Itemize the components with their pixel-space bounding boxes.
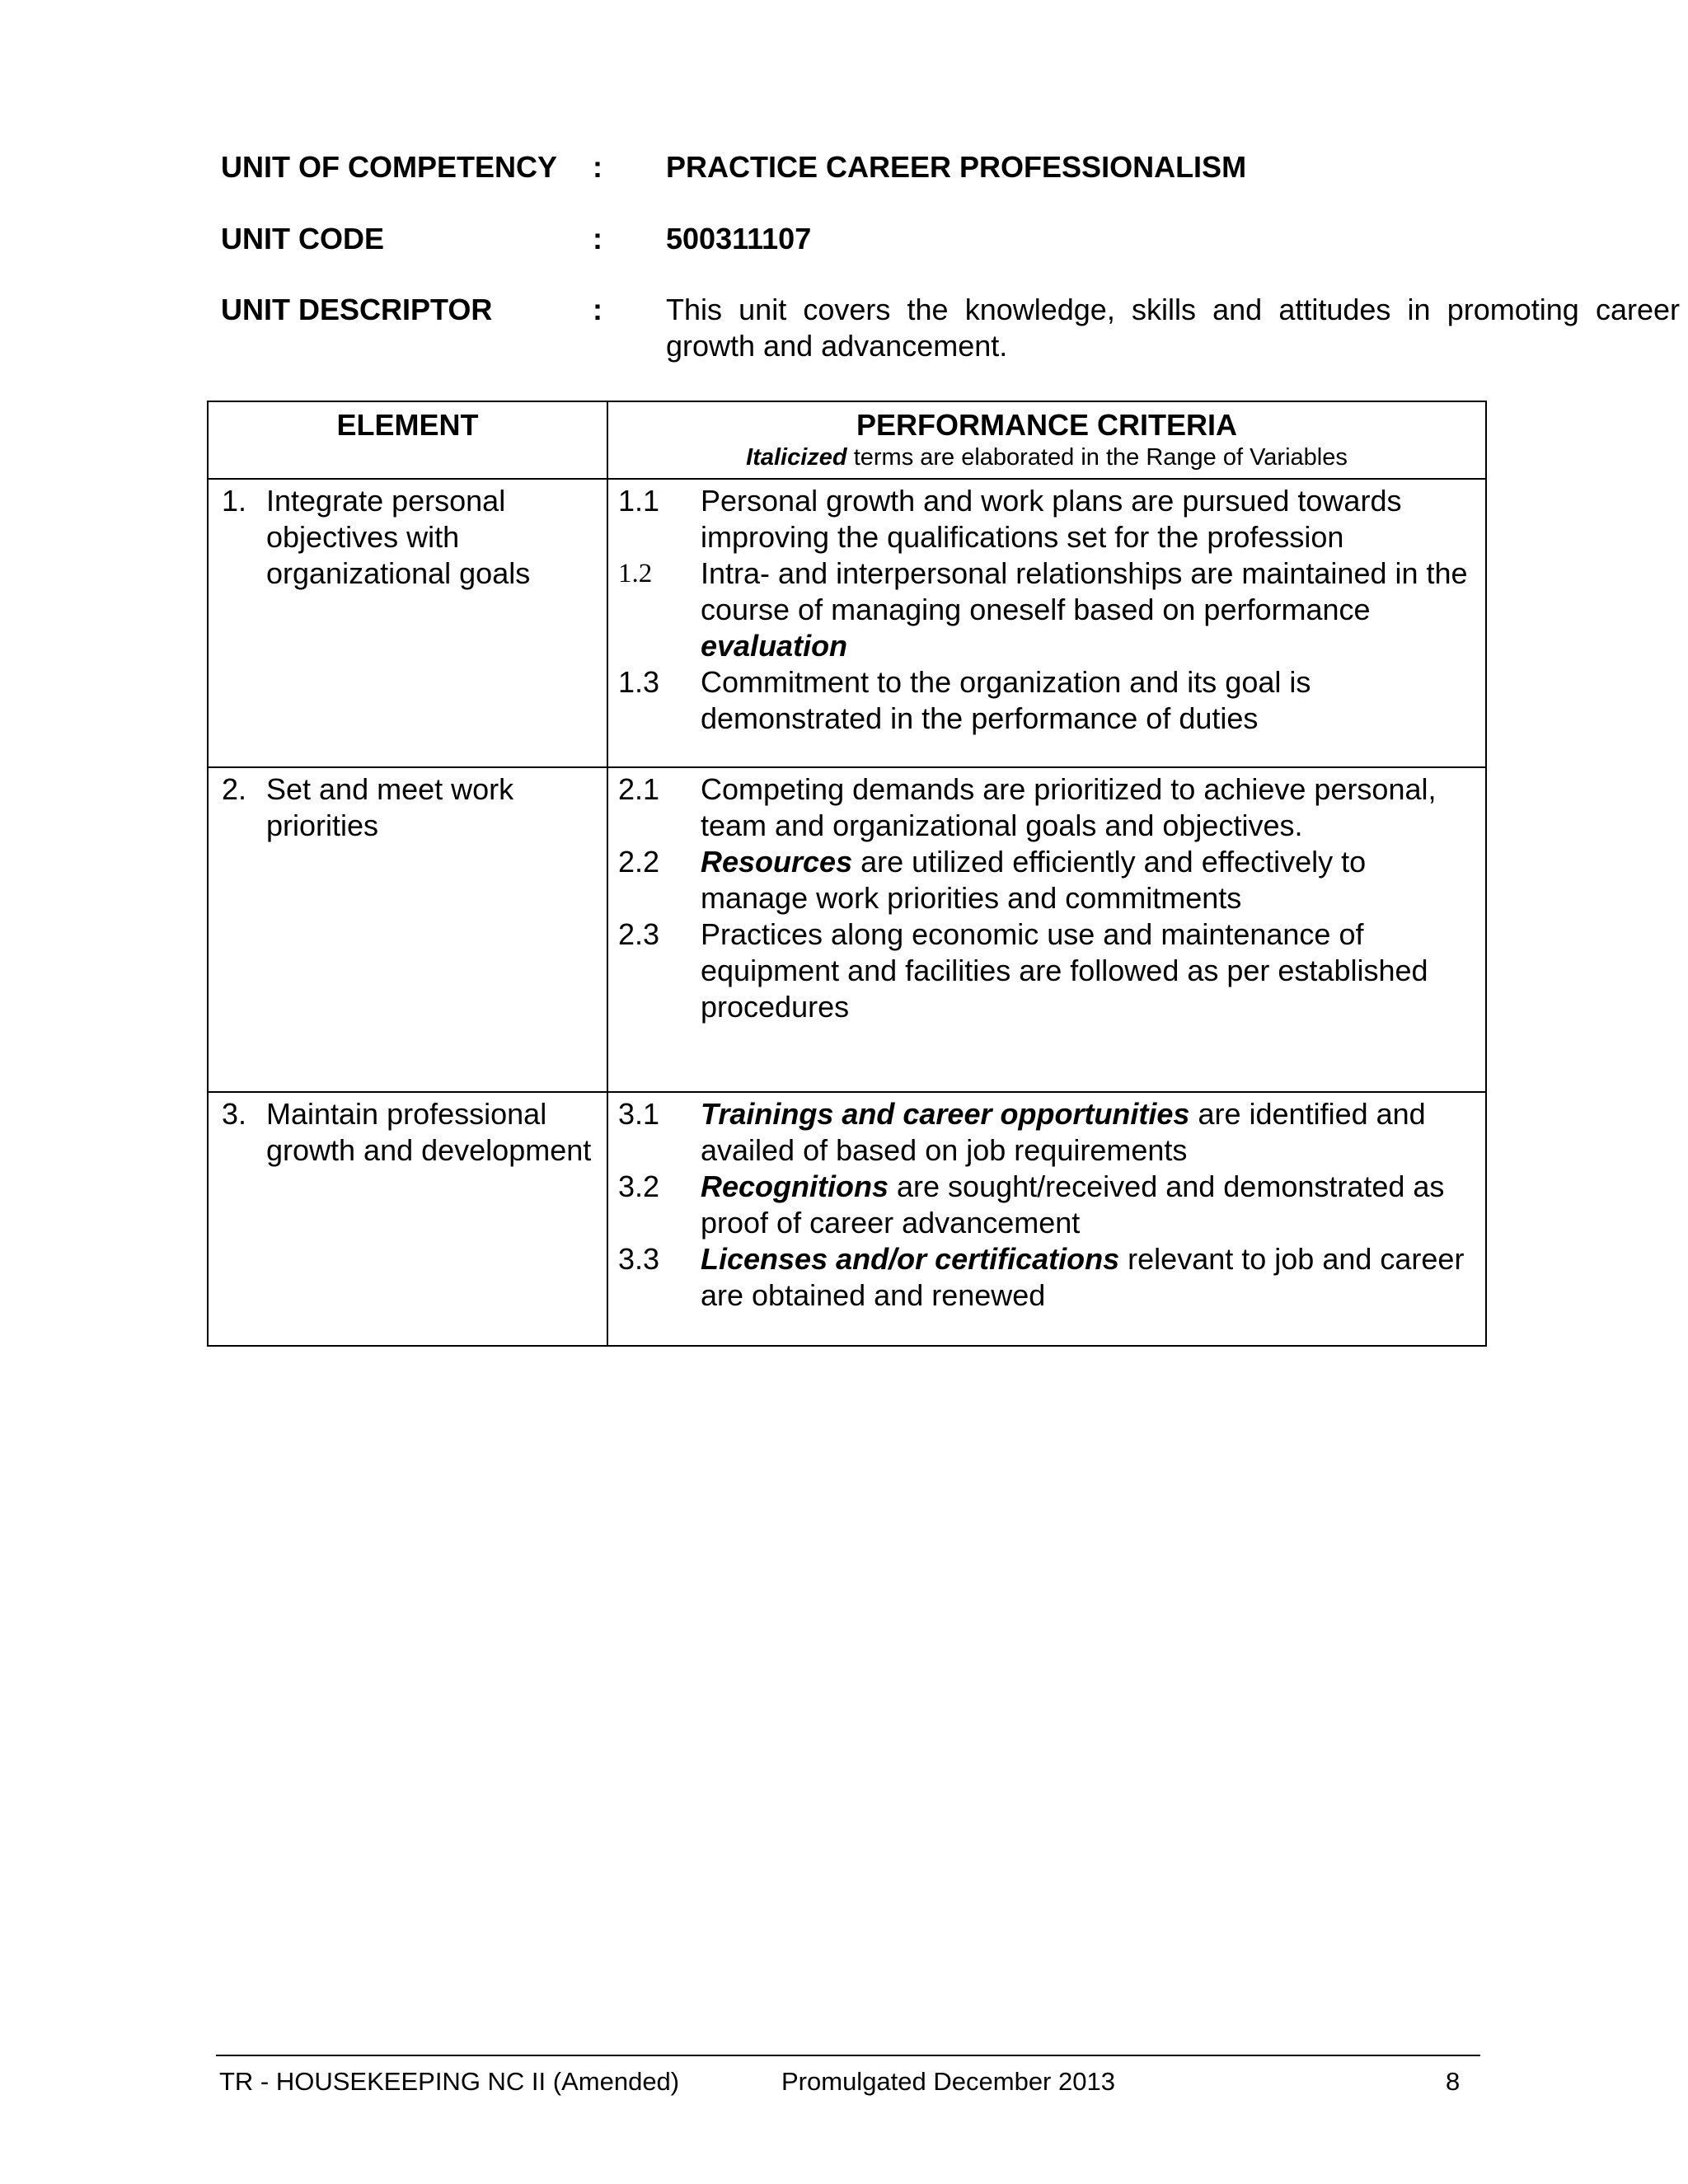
criterion-item (618, 771, 1474, 844)
criteria-cell (607, 767, 1486, 1092)
criteria-note (608, 443, 1485, 471)
criterion-text (701, 1169, 1474, 1241)
criterion-text (701, 844, 1474, 916)
criterion-text (701, 771, 1474, 844)
criterion-item (618, 483, 1474, 555)
criterion-item (618, 1241, 1474, 1314)
unit-descriptor-value: This unit covers the knowledge, skills and attitudes in promoting career growth and advancement. (666, 293, 1680, 363)
element-number: 1. (222, 484, 247, 518)
unit-code-value: 500311107 (666, 222, 812, 255)
column-header-element (208, 401, 607, 479)
colon: : (593, 150, 603, 184)
element-text: Integrate personal objectives with organizational goals (266, 484, 531, 590)
range-variable-term: Licenses and/or certifications (701, 1242, 1120, 1276)
criterion-text-body: relevant to job and career are obtained and renewed (701, 1242, 1465, 1312)
footer-doc-title: TR - HOUSEKEEPING NC II (Amended) (219, 2067, 680, 2096)
criteria-note-emphasis: Italicized (746, 444, 847, 471)
range-variable-term: evaluation (701, 629, 848, 663)
criterion-item (618, 844, 1474, 916)
footer-promulgated: Promulgated December 2013 (781, 2067, 1115, 2096)
criterion-number: 1.3 (618, 665, 660, 699)
unit-descriptor-label: UNIT DESCRIPTOR (221, 293, 493, 326)
criterion-text-body: Intra- and interpersonal relationships are maintained in the course of managing oneself based on performance (701, 556, 1468, 626)
footer-divider (216, 2055, 1480, 2056)
element-cell (208, 767, 607, 1092)
criterion-text (701, 664, 1474, 737)
footer-page-number: 8 (1446, 2067, 1461, 2096)
criterion-text (701, 916, 1474, 1025)
colon: : (593, 293, 603, 326)
element-number: 2. (222, 772, 247, 806)
criterion-number: 3.2 (618, 1169, 660, 1203)
column-header-element-label: ELEMENT (336, 408, 479, 442)
range-variable-term: Recognitions (701, 1169, 889, 1203)
unit-code-label: UNIT CODE (221, 222, 384, 255)
criterion-number: 3.1 (618, 1097, 660, 1131)
criterion-text-body: Commitment to the organization and its goal is demonstrated in the performance of duties (701, 665, 1311, 735)
criterion-text (701, 1241, 1474, 1314)
criteria-cell (607, 1092, 1486, 1346)
criterion-number: 2.2 (618, 845, 660, 879)
criterion-text-body: are identified and availed of based on job requirements (701, 1097, 1426, 1167)
unit-of-competency-label: UNIT OF COMPETENCY (221, 150, 558, 184)
colon: : (593, 222, 603, 255)
criteria-note-text: terms are elaborated in the Range of Variables (846, 444, 1348, 471)
table-row (208, 767, 1486, 1092)
table-header-row (208, 401, 1486, 479)
criterion-number: 3.3 (618, 1242, 660, 1276)
criterion-text-body: Competing demands are prioritized to achieve personal, team and organizational goals and objectives. (701, 772, 1437, 842)
column-header-criteria-label: PERFORMANCE CRITERIA (856, 408, 1237, 442)
criterion-text-body: Personal growth and work plans are pursued towards improving the qualifications set for the profession (701, 484, 1402, 554)
element-number: 3. (222, 1097, 247, 1131)
element-cell (208, 1092, 607, 1346)
criterion-item (618, 916, 1474, 1025)
range-variable-term: Trainings and career opportunities (701, 1097, 1190, 1131)
criterion-text (701, 483, 1474, 555)
criterion-item (618, 1096, 1474, 1169)
criterion-text-body: are sought/received and demonstrated as proof of career advancement (701, 1169, 1445, 1240)
criterion-item (618, 1169, 1474, 1241)
criterion-number: 1.1 (618, 484, 660, 518)
criterion-text (701, 1096, 1474, 1169)
criterion-number: 2.3 (618, 917, 660, 951)
criterion-item (618, 555, 1474, 664)
criterion-text (701, 555, 1474, 664)
unit-of-competency-value: PRACTICE CAREER PROFESSIONALISM (666, 150, 1247, 184)
criterion-number: 2.1 (618, 772, 660, 806)
criterion-text-body: Practices along economic use and maintenance of equipment and facilities are followed as per established procedures (701, 917, 1428, 1024)
criteria-cell (607, 479, 1486, 767)
criterion-number: 1.2 (618, 559, 653, 588)
criterion-text-body: are utilized efficiently and effectively to manage work priorities and commitments (701, 845, 1367, 915)
element-cell (208, 479, 607, 767)
table-row (208, 479, 1486, 767)
table-row (208, 1092, 1486, 1346)
performance-criteria-table (207, 401, 1487, 1347)
column-header-criteria (607, 401, 1486, 479)
criterion-item (618, 664, 1474, 737)
range-variable-term: Resources (701, 845, 853, 879)
element-text: Maintain professional growth and development (266, 1097, 592, 1167)
element-text: Set and meet work priorities (266, 772, 514, 842)
